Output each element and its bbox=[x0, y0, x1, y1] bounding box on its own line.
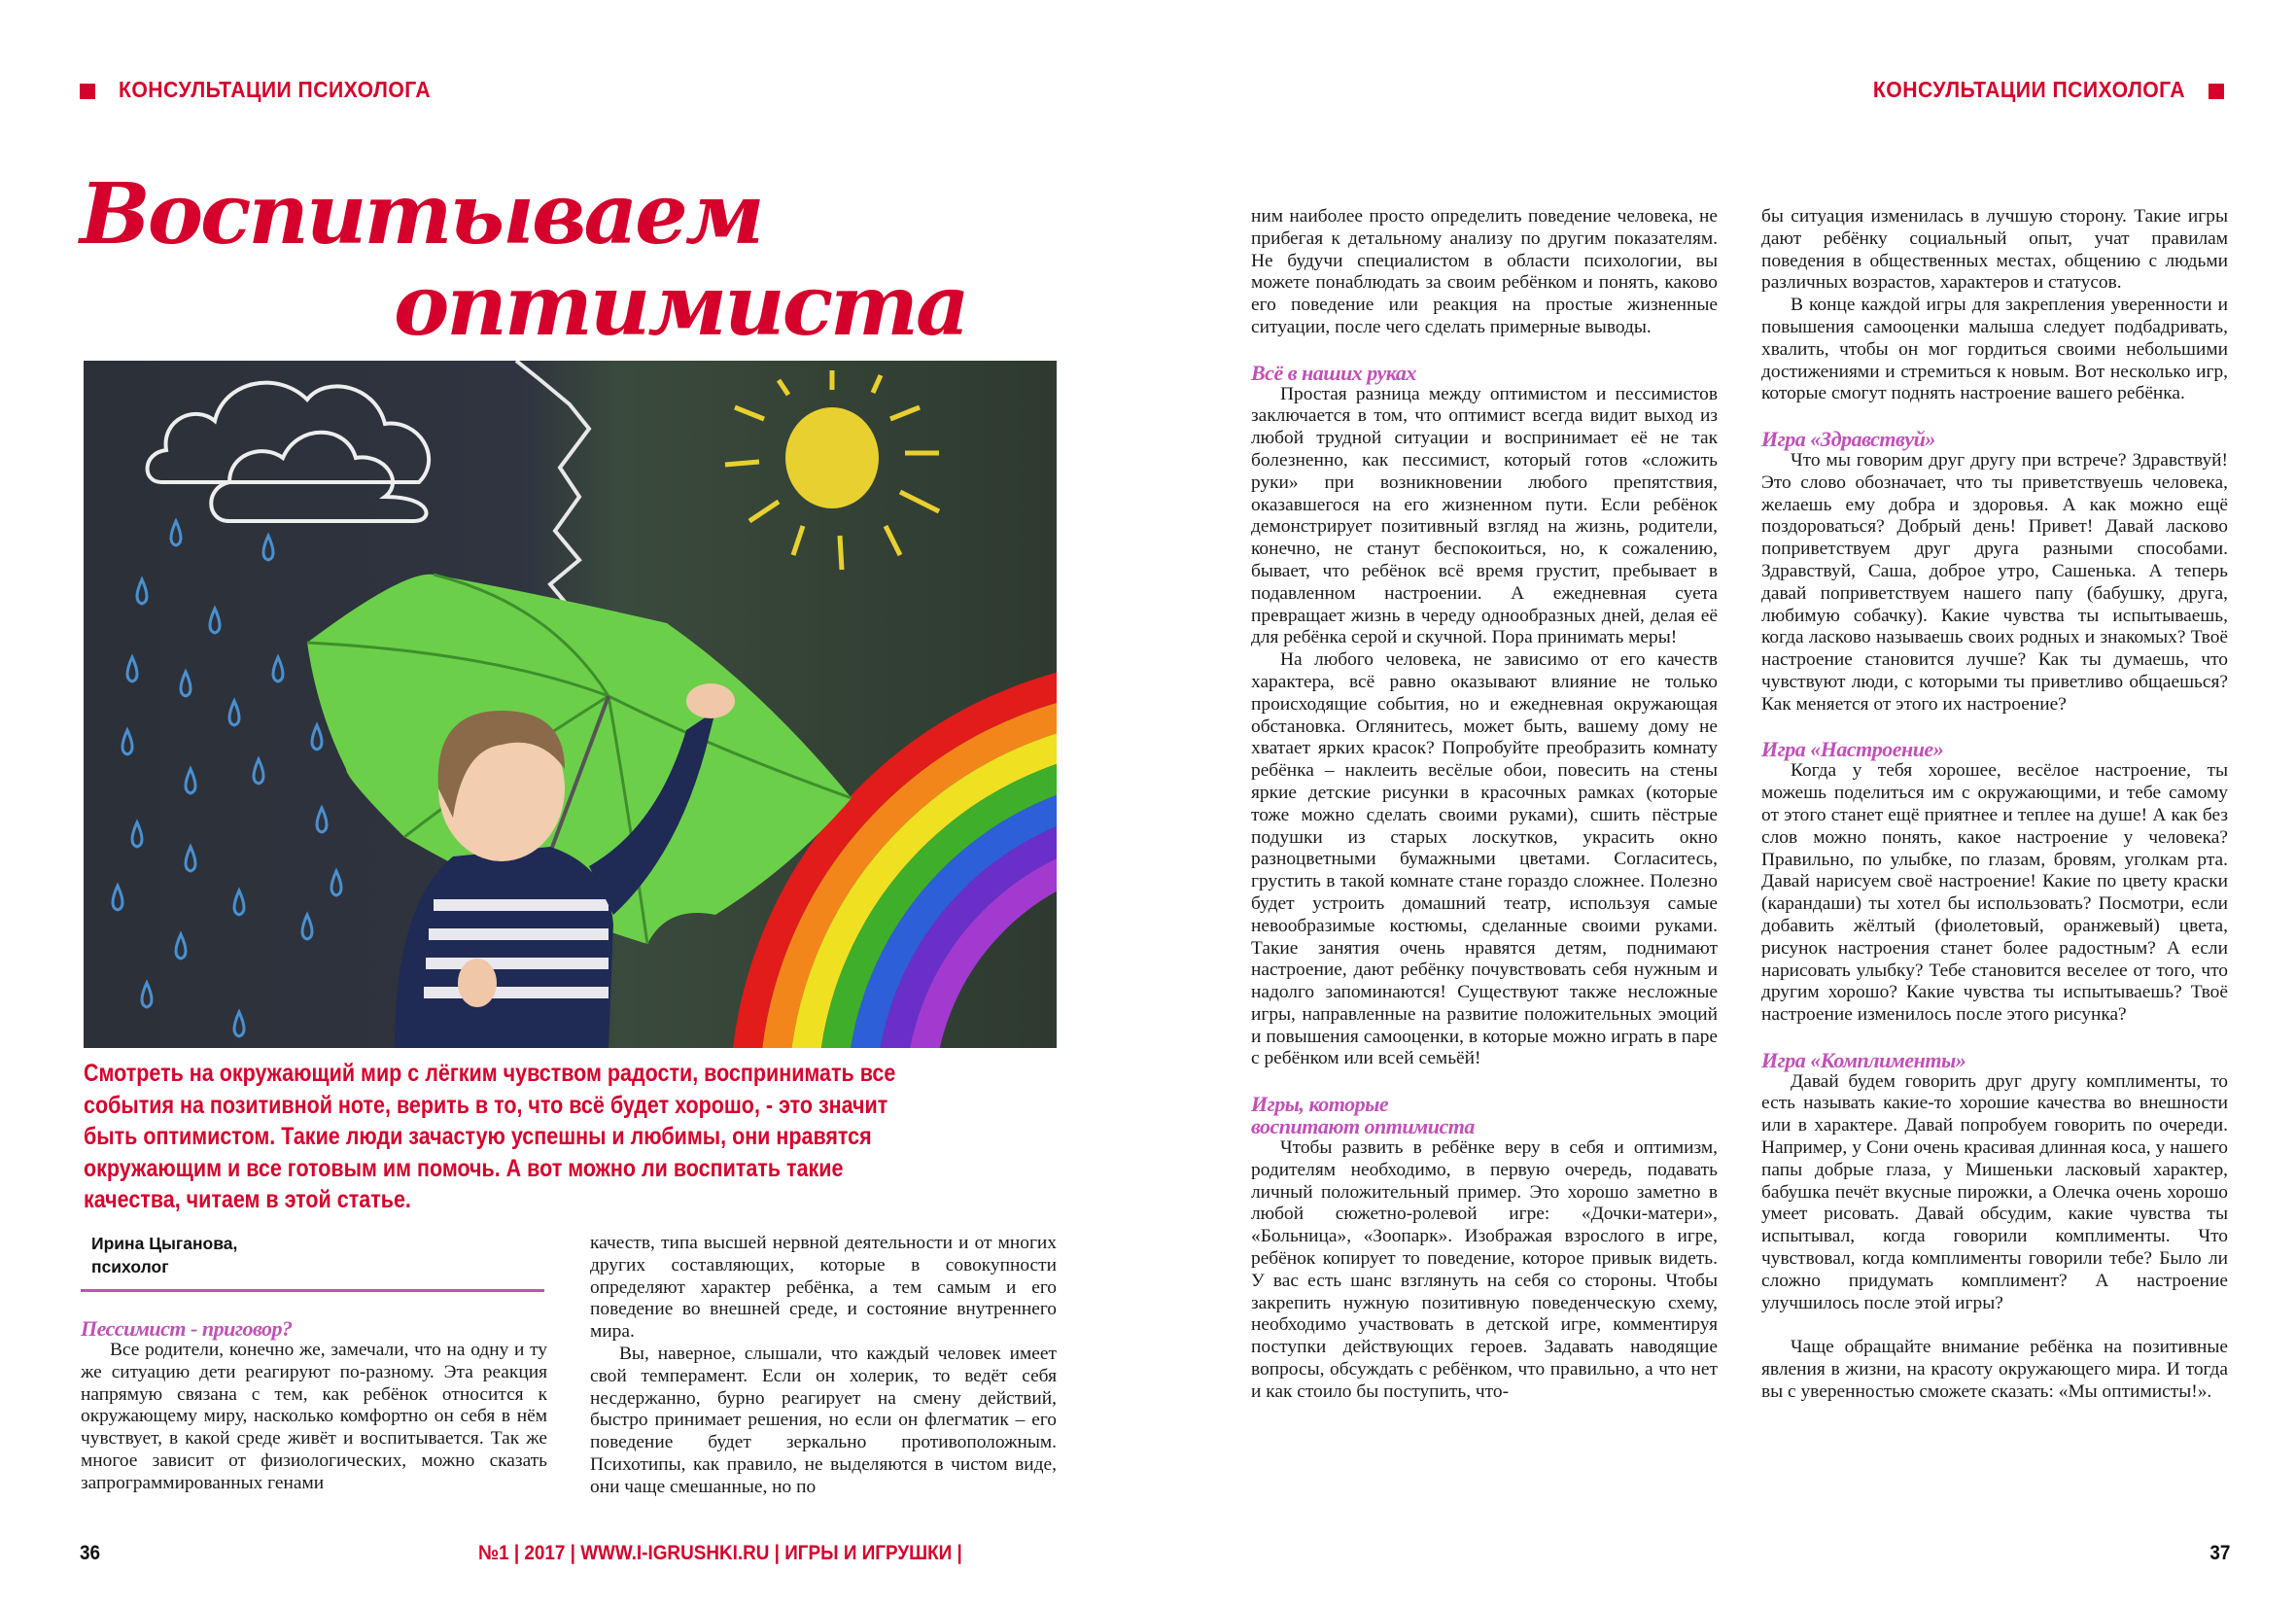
subheading-line: воспитают оптимиста bbox=[1251, 1114, 1475, 1139]
section-marker-icon bbox=[2209, 84, 2224, 99]
paragraph: качеств, типа высшей нервной деятельности и от многих других составляющих, которые в совокупности определяют характер ребёнка, а тем самым и его поведение во внешней среде, и состояние внутреннего мира. bbox=[590, 1233, 1057, 1343]
paragraph: Простая разница между оптимистом и пессимистов заключается в том, что оптимист всегда видит выход из любой трудной ситуации и воспринимает её не так болезненно, как пессимист, который готов «сложить руки» при возникновении любого препятствия, оказавшегося на его жизненном пути. Если ребёнок демонстрирует позитивный взгляд на жизнь, родители, конечно, не станут беспокоиться, но, к сожалению, бывает, что ребёнок всё время грустит, пребывает в подавленном настроении. А ежедневная суета превращает жизнь в череду однообразных дней, делая её для ребёнка серой и скучной. Пора принимать меры! bbox=[1251, 383, 1718, 648]
paragraph: На любого человека, не зависимо от его качеств характера, всё равно оказывают влияние не только происходящие события, но и ежедневная окружающая обстановка. Оглянитесь, может быть, вашему дому не хватает ярких красок? Попробуйте преобразить комнату ребёнка – наклеить весёлые обои, повесить на стены яркие детские рисунки в красочных рамках (которые тоже можно сделать своими руками), сшить пёстрые подушки из старых лоскутков, украсить окно разноцветными бумажными цветами. Согласитесь, грустить в такой комнате стане гораздо сложнее. Полезно будет устроить домашний театр, используя самые невообразимые костюмы, сделанные своими руками. Такие занятия очень нравятся детям, поднимают настроение, дают ребёнку почувствовать себя нужным и надолго запоминаются! Существуют также несложные игры, направленные на развитие положительных эмоций и повышения самооценки, в которые можно играть в паре с ребёнком или всей семьёй! bbox=[1251, 649, 1718, 1069]
text-column-2 bbox=[590, 1233, 1057, 1499]
subheading-line: Игры, которые bbox=[1251, 1092, 1389, 1117]
page-number-left: 36 bbox=[80, 1542, 101, 1564]
text-column-3 bbox=[1251, 206, 1718, 1404]
lead-line: Смотреть на окружающий мир с лёгким чувством радости, воспринимать все bbox=[84, 1060, 896, 1087]
subheading: Всё в наших руках bbox=[1251, 360, 1416, 385]
author-role: психолог bbox=[91, 1257, 169, 1276]
section-label-right: КОНСУЛЬТАЦИИ ПСИХОЛОГА bbox=[1872, 77, 2185, 102]
paragraph: Когда у тебя хорошее, весёлое настроение, ты можешь поделиться им с окружающими, и тебе самому от этого станет ещё приятнее и теплее на душе! А как без слов можно понять, какое настроение у человека? Правильно, по улыбке, по глазам, бровям, уголкам рта. Давай нарисуем своё настроение! Какие по цвету краски (карандаши) ты хотел бы использовать? Посмотри, если добавить жёлтый (фиолетовый, оранжевый) цвета, рисунок настроения станет более радостным? А если нарисовать улыбку? Тебе становится веселее от того, что другим хорошо? Какие чувства ты испытываешь? Твоё настроение изменилось после этого рисунка? bbox=[1761, 760, 2228, 1026]
article-title-line1: Воспитываем bbox=[80, 165, 762, 263]
footer-issue-info: №1 | 2017 | WWW.I-IGRUSHKI.RU | ИГРЫ И ИГРУШКИ | bbox=[478, 1542, 962, 1564]
article-photo bbox=[84, 361, 1057, 1048]
lead-line: окружающим и все готовым им помочь. А вот можно ли воспитать такие bbox=[84, 1154, 844, 1182]
lead-line: качества, читаем в этой статье. bbox=[84, 1186, 411, 1213]
paragraph: Все родители, конечно же, замечали, что на одну и ту же ситуацию дети реагируют по-разному. Эта реакция напрямую связана с тем, как ребёнок относится к окружающему миру, насколько комфортно он себя в нём чувствует, в какой среде живёт и воспитывается. Так же многое зависит от физиологических, можно сказать запрограммированных генами bbox=[81, 1340, 547, 1493]
article-title-line2: оптимиста bbox=[394, 257, 967, 355]
section-marker-icon bbox=[80, 84, 95, 99]
article-lead bbox=[84, 1058, 1027, 1216]
lead-line: быть оптимистом. Такие люди зачастую успешны и любимы, они нравятся bbox=[84, 1123, 872, 1150]
page-number-right: 37 bbox=[2209, 1542, 2230, 1564]
subheading: Игра «Здравствуй» bbox=[1761, 426, 1935, 451]
lead-line: события на позитивной ноте, верить в то, что всё будет хорошо, - это значит bbox=[84, 1091, 888, 1119]
subheading: Игра «Комплименты» bbox=[1761, 1047, 1966, 1072]
paragraph: ним наиболее просто определить поведение человека, не прибегая к детальному анализу по другим показателям. Не будучи специалистом в области психологии, вы можете понаблюдать за своим ребёнком и понять, каково его поведение или реакция на простые жизненные ситуации, после чего сделать примерные выводы. bbox=[1251, 206, 1718, 337]
subheading: Пессимист - приговор? bbox=[81, 1316, 293, 1341]
subheading: Игра «Настроение» bbox=[1761, 737, 1944, 762]
text-column-4 bbox=[1761, 206, 2228, 1404]
paragraph: бы ситуация изменилась в лучшую сторону. Такие игры дают ребёнку социальный опыт, учат правилам поведения в общественных местах, общению с людьми различных возрастов, характеров и статусов. bbox=[1761, 206, 2228, 294]
author-byline bbox=[91, 1232, 237, 1278]
paragraph: Чтобы развить в ребёнке веру в себя и оптимизм, родителям необходимо, в первую очередь, подавать личный положительный пример. Это хорошо заметно в любой сюжетно-ролевой игре: «Дочки-матери», «Больница», «Зоопарк». Изображая взрослого в игре, ребёнок копирует то поведение, которое привык видеть. У вас есть шанс взглянуть на себя со стороны. Чтобы закрепить нужную позитивную поведенческую схему, необходимо участвовать в детской игре, комментируя поступки действующих героев. Задавать наводящие вопросы, обсуждать с ребёнком, что правильно, а что нет и как стоило бы поступить, что- bbox=[1251, 1137, 1718, 1402]
subheading bbox=[1251, 1093, 1718, 1137]
child-umbrella-chalkboard-image bbox=[84, 361, 1057, 1048]
author-name: Ирина Цыганова, bbox=[91, 1234, 238, 1253]
paragraph: Вы, наверное, слышали, что каждый человек имеет свой темперамент. Если он холерик, то ведёт себя несдержанно, бурно реагирует на смену действий, быстро принимает решения, но если он флегматик – его поведение будет зеркально противоположным. Психотипы, как правило, не выделяются в чистом виде, они чаще смешанные, но по bbox=[590, 1343, 1057, 1497]
section-label-left: КОНСУЛЬТАЦИИ ПСИХОЛОГА bbox=[119, 77, 432, 102]
paragraph: В конце каждой игры для закрепления уверенности и повышения самооценки малыша следует подбадривать, хвалить, чтобы он мог гордиться своими небольшими достижениями и стремиться к новым. Вот несколько игр, которые смогут поднять настроение вашего ребёнка. bbox=[1761, 295, 2228, 404]
paragraph: Что мы говорим друг другу при встрече? Здравствуй! Это слово обозначает, что ты приветствуешь человека, желаешь ему добра и здоровья. А как можно ещё поздороваться? Добрый день! Привет! Давай ласково поприветствуем друг друга разными способами. Здравствуй, Саша, доброе утро, Сашенька. А теперь давай поприветствуем нашего папу (бабушку, друга, любимую собачку). Какие чувства ты испытываешь, когда ласково называешь своих родных и знакомых? Твоё настроение становится лучше? Как ты думаешь, что чувствуют люди, с которыми ты приветливо общаешься? Как меняется от этого их настроение? bbox=[1761, 449, 2228, 715]
text-column-1 bbox=[81, 1317, 547, 1495]
author-divider bbox=[81, 1289, 544, 1292]
paragraph: Чаще обращайте внимание ребёнка на позитивные явления в жизни, на красоту окружающего мира. И тогда вы с уверенностью сможете сказать: «Мы оптимисты!». bbox=[1761, 1337, 2228, 1402]
paragraph: Давай будем говорить друг другу комплименты, то есть называть какие-то хорошие качества во внешности или в характере. Давай попробуем говорить по очереди. Например, у Сони очень красивая длинная коса, у нашего папы добрые глаза, у Мишеньки ласковый характер, бабушка печёт вкусные пирожки, а Олечка очень хорошо умеет рисовать. Давай обсудим, какие чувства ты испытывал, когда говорили комплименты. Что чувствовал, когда комплименты говорили тебе? Было ли сложно придумать комплимент? А настроение улучшилось после этой игры? bbox=[1761, 1070, 2228, 1313]
